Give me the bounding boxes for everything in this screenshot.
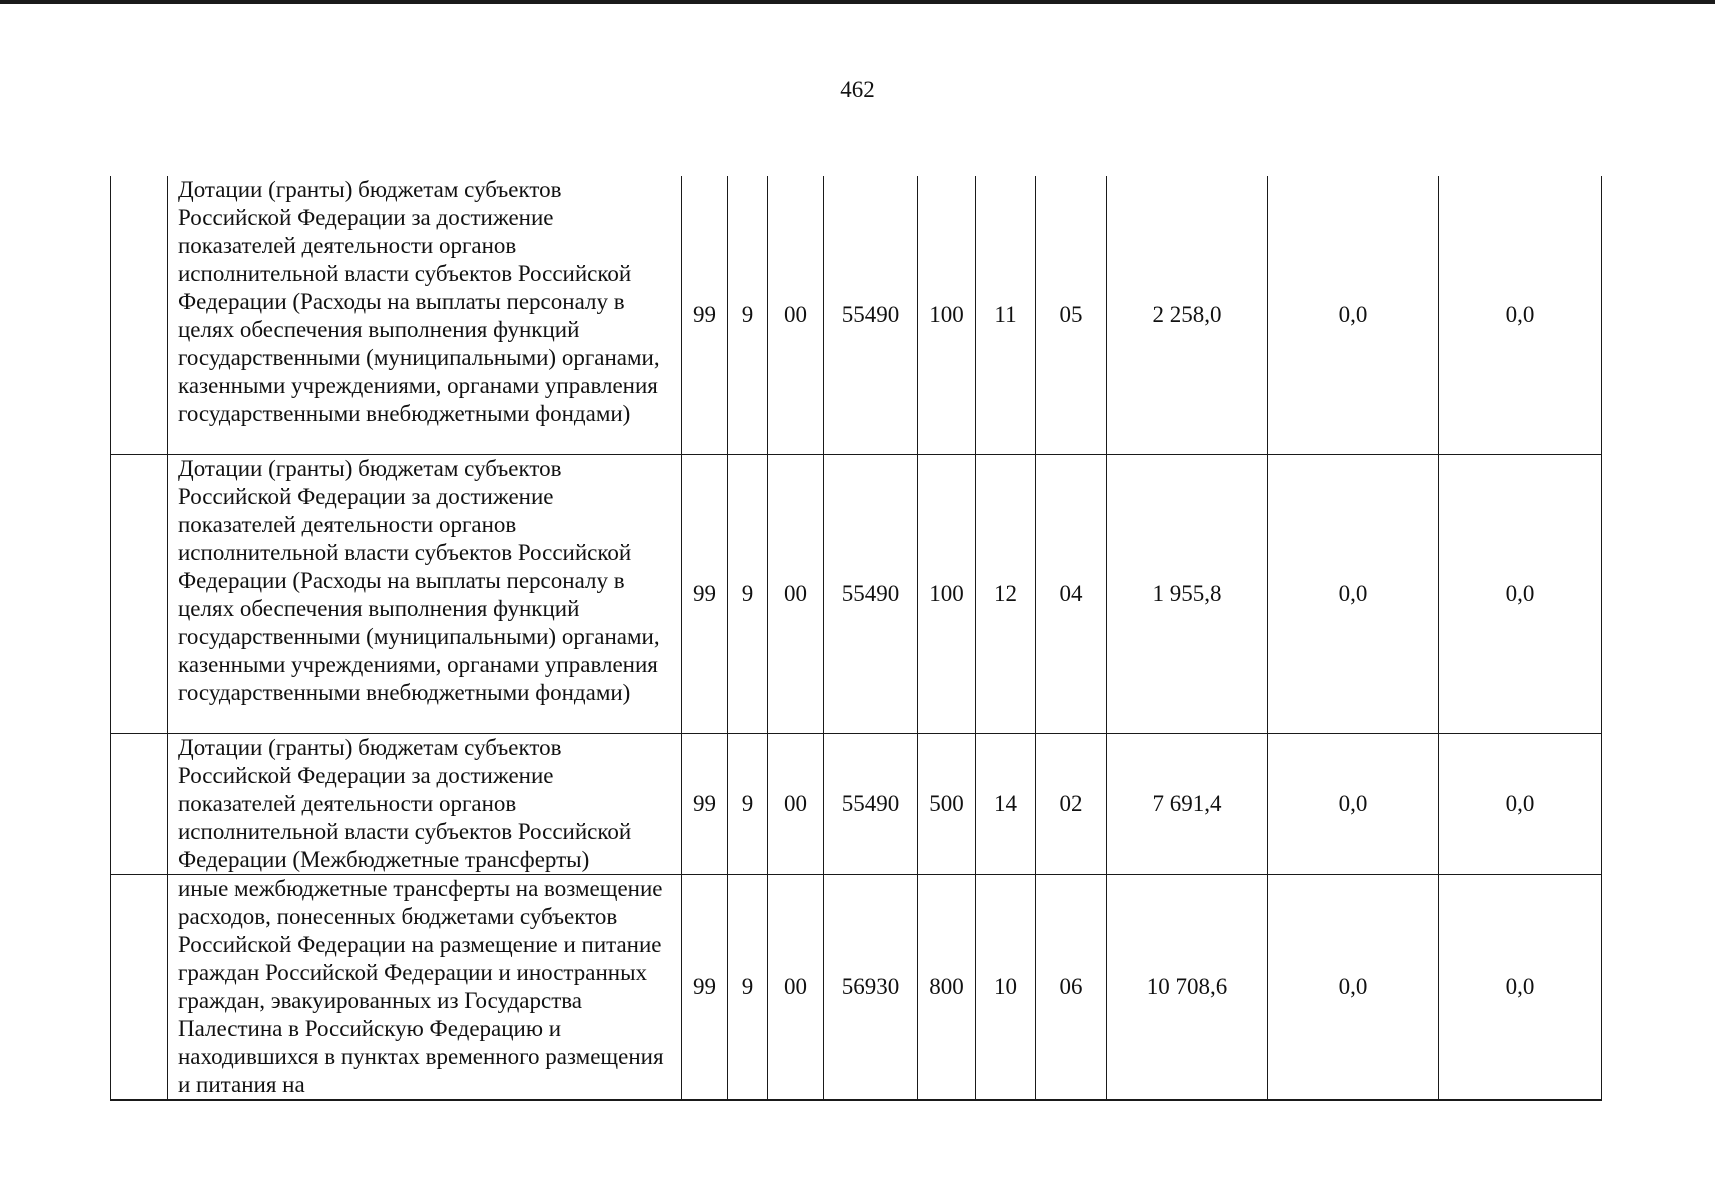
amount-2-cell: 0,0 xyxy=(1268,455,1439,734)
amount-3-cell: 0,0 xyxy=(1439,875,1602,1101)
amount-1-cell: 2 258,0 xyxy=(1107,176,1268,455)
expense-type-cell: 100 xyxy=(918,176,976,455)
table-row xyxy=(111,734,1602,875)
program-cell: 99 xyxy=(682,875,728,1101)
amount-3-cell: 0,0 xyxy=(1439,176,1602,455)
description-cell: Дотации (гранты) бюджетам субъектов Российской Федерации за достижение показателей деятельности органов исполнительной власти субъектов Российской Федерации (Межбюджетные трансферты) xyxy=(168,734,682,875)
section-cell: 11 xyxy=(976,176,1036,455)
subsection-cell: 06 xyxy=(1036,875,1107,1101)
amount-1-cell: 1 955,8 xyxy=(1107,455,1268,734)
subprogram-cell: 9 xyxy=(728,734,768,875)
amount-3-cell: 0,0 xyxy=(1439,734,1602,875)
section-cell: 12 xyxy=(976,455,1036,734)
main-event-cell: 00 xyxy=(768,875,824,1101)
budget-table xyxy=(110,176,1602,1101)
top-edge-rule xyxy=(0,0,1715,4)
section-cell: 10 xyxy=(976,875,1036,1101)
page-number: 462 xyxy=(840,77,875,102)
row-number-cell xyxy=(111,455,168,734)
amount-1-cell: 7 691,4 xyxy=(1107,734,1268,875)
amount-1-cell: 10 708,6 xyxy=(1107,875,1268,1101)
table-row xyxy=(111,455,1602,734)
program-cell: 99 xyxy=(682,734,728,875)
table-row xyxy=(111,176,1602,455)
subsection-cell: 04 xyxy=(1036,455,1107,734)
expense-type-cell: 100 xyxy=(918,455,976,734)
amount-2-cell: 0,0 xyxy=(1268,734,1439,875)
description-cell: Дотации (гранты) бюджетам субъектов Российской Федерации за достижение показателей деятельности органов исполнительной власти субъектов Российской Федерации (Расходы на выплаты персоналу в целях обеспечения выполнения функций государственными (муниципальными) органами, казенными учреждениями, органами управления государственными внебюджетными фондами) xyxy=(168,455,682,734)
amount-2-cell: 0,0 xyxy=(1268,875,1439,1101)
subprogram-cell: 9 xyxy=(728,875,768,1101)
main-event-cell: 00 xyxy=(768,455,824,734)
subprogram-cell: 9 xyxy=(728,455,768,734)
subsection-cell: 05 xyxy=(1036,176,1107,455)
section-cell: 14 xyxy=(976,734,1036,875)
program-cell: 99 xyxy=(682,455,728,734)
direction-cell: 56930 xyxy=(824,875,918,1101)
amount-2-cell: 0,0 xyxy=(1268,176,1439,455)
main-event-cell: 00 xyxy=(768,734,824,875)
subprogram-cell: 9 xyxy=(728,176,768,455)
row-number-cell xyxy=(111,734,168,875)
table-row xyxy=(111,875,1602,1101)
expense-type-cell: 800 xyxy=(918,875,976,1101)
row-number-cell xyxy=(111,176,168,455)
description-cell: Дотации (гранты) бюджетам субъектов Российской Федерации за достижение показателей деятельности органов исполнительной власти субъектов Российской Федерации (Расходы на выплаты персоналу в целях обеспечения выполнения функций государственными (муниципальными) органами, казенными учреждениями, органами управления государственными внебюджетными фондами) xyxy=(168,176,682,455)
row-number-cell xyxy=(111,875,168,1101)
description-cell: иные межбюджетные трансферты на возмещение расходов, понесенных бюджетами субъектов Российской Федерации на размещение и питание граждан Российской Федерации и иностранных граждан, эвакуированных из Государства Палестина в Российскую Федерацию и находившихся в пунктах временного размещения и питания на xyxy=(168,875,682,1101)
expense-type-cell: 500 xyxy=(918,734,976,875)
subsection-cell: 02 xyxy=(1036,734,1107,875)
program-cell: 99 xyxy=(682,176,728,455)
direction-cell: 55490 xyxy=(824,455,918,734)
amount-3-cell: 0,0 xyxy=(1439,455,1602,734)
direction-cell: 55490 xyxy=(824,176,918,455)
direction-cell: 55490 xyxy=(824,734,918,875)
main-event-cell: 00 xyxy=(768,176,824,455)
